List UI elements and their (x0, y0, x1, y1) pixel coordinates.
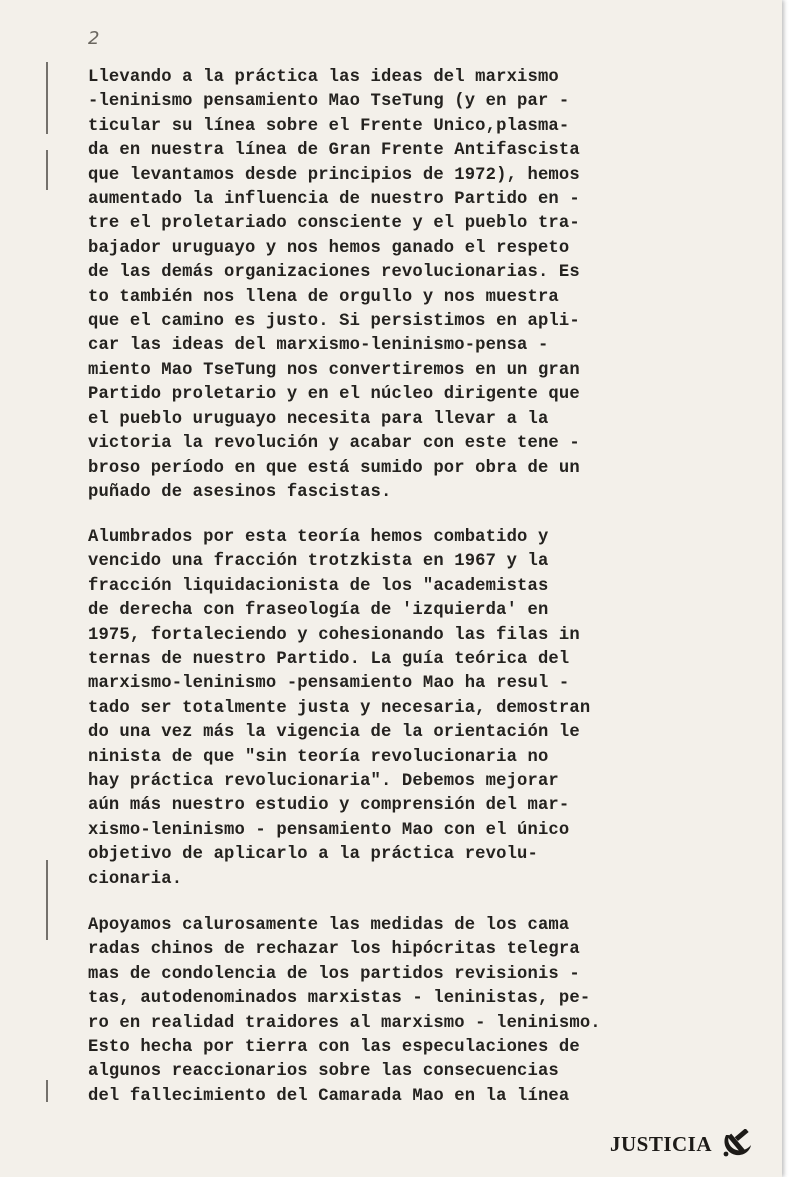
publication-title: JUSTICIA (609, 1131, 712, 1156)
hammer-sickle-icon (720, 1129, 754, 1159)
text-line: el pueblo uruguayo necesita para llevar a la (88, 409, 549, 429)
text-line: 1975, fortaleciendo y cohesionando las filas in (88, 625, 580, 645)
text-line: ternas de nuestro Partido. La guía teórica del (88, 650, 570, 670)
margin-mark (46, 150, 48, 190)
text-line: miento Mao TseTung nos convertiremos en un gran (88, 360, 580, 380)
text-line: objetivo de aplicarlo a la práctica revolu- (88, 845, 538, 865)
text-line: xismo-leninismo - pensamiento Mao con el único (88, 820, 570, 840)
text-line: del fallecimiento del Camarada Mao en la línea (88, 1086, 570, 1106)
text-line: ninista de que "sin teoría revolucionaria no (88, 747, 549, 767)
text-line: Apoyamos calurosamente las medidas de los cama (88, 916, 570, 935)
text-line: de derecha con fraseología de 'izquierda' en (88, 601, 549, 621)
text-line: do una vez más la vigencia de la orientación le (88, 723, 580, 743)
text-line: ro en realidad traidores al marxismo - leninismo. (88, 1013, 601, 1033)
text-line: tado ser totalmente justa y necesaria, demostran (88, 698, 591, 718)
text-line: Partido proletario y en el núcleo dirigente que (88, 385, 580, 405)
text-line: mas de condolencia de los partidos revisionis - (88, 964, 580, 984)
margin-mark (46, 860, 48, 940)
text-line: que levantamos desde principios de 1972), hemos (88, 165, 580, 185)
margin-mark (46, 1080, 48, 1102)
text-line: marxismo-leninismo -pensamiento Mao ha resul - (88, 674, 570, 694)
text-line: fracción liquidacionista de los "academistas (88, 576, 549, 596)
text-line: hay práctica revolucionaria". Debemos mejorar (88, 772, 559, 792)
margin-mark (46, 62, 48, 134)
text-line: tre el proletariado consciente y el pueblo tra- (88, 214, 580, 234)
paragraph-1 (88, 66, 728, 505)
text-line: tas, autodenominados marxistas - leninistas, pe- (88, 989, 591, 1009)
text-line: broso período en que está sumido por obra de un (88, 458, 580, 478)
page-footer (610, 1129, 754, 1159)
text-line: victoria la revolución y acabar con este tene - (88, 434, 580, 454)
text-line: da en nuestra línea de Gran Frente Antifascista (88, 141, 580, 161)
text-line: cionaria. (88, 869, 183, 889)
text-line: que el camino es justo. Si persistimos en apli- (88, 312, 580, 332)
page-number: 2 (88, 28, 100, 49)
text-line: aún más nuestro estudio y comprensión del mar- (88, 796, 570, 816)
text-line: ticular su línea sobre el Frente Unico,plasma- (88, 116, 570, 136)
text-line: vencido una fracción trotzkista en 1967 y la (88, 552, 549, 572)
text-line: Esto hecha por tierra con las especulaciones de (88, 1038, 580, 1058)
text-line: puñado de asesinos fascistas. (88, 482, 392, 502)
text-line: Alumbrados por esta teoría hemos combatido y (88, 528, 549, 547)
text-line: radas chinos de rechazar los hipócritas telegra (88, 940, 580, 960)
paragraph-3 (88, 914, 728, 1109)
text-line: -leninismo pensamiento Mao TseTung (y en par - (88, 92, 570, 112)
text-line: aumentado la influencia de nuestro Partido en - (88, 190, 580, 210)
text-line: bajador uruguayo y nos hemos ganado el respeto (88, 238, 570, 258)
text-line: Llevando a la práctica las ideas del marxismo (88, 68, 559, 87)
text-line: car las ideas del marxismo-leninismo-pensa - (88, 336, 549, 356)
text-line: to también nos llena de orgullo y nos muestra (88, 287, 559, 307)
paragraph-2 (88, 526, 728, 892)
text-line: de las demás organizaciones revolucionarias. Es (88, 263, 580, 283)
text-line: algunos reaccionarios sobre las consecuencias (88, 1062, 559, 1082)
